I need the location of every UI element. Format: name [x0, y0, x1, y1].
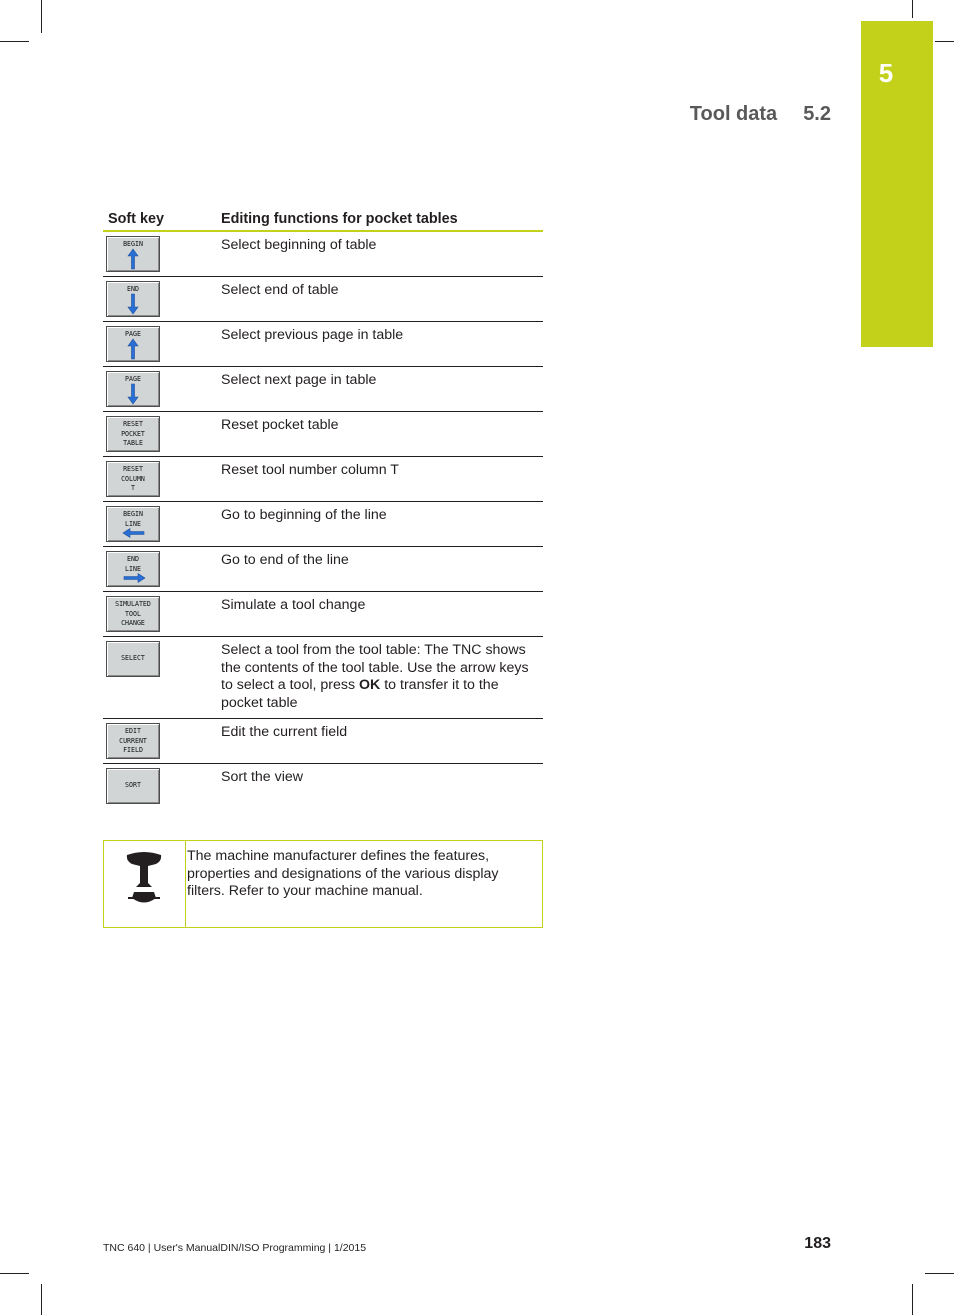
softkey-button[interactable]: [106, 461, 160, 497]
arrow-up-icon: [107, 237, 159, 271]
machine-manufacturer-icon: [124, 851, 164, 910]
softkey-button[interactable]: [106, 551, 160, 587]
function-description: [211, 592, 543, 637]
header-softkey: Soft key: [103, 207, 211, 231]
softkey-label: PAGE: [125, 375, 141, 383]
softkey-label: EDIT: [125, 727, 141, 735]
softkey-label: PAGE: [125, 330, 141, 338]
softkey-cell: [103, 637, 211, 719]
softkey-button[interactable]: [106, 723, 160, 759]
softkey-cell: [103, 231, 211, 277]
function-description: [211, 231, 543, 277]
softkey-cell: [103, 412, 211, 457]
softkey-label: END: [127, 285, 139, 293]
softkey-label: BEGIN: [123, 240, 143, 248]
description-text: Select end of table: [221, 282, 339, 298]
table-row: [103, 502, 543, 547]
description-text: to transfer it to the pocket table: [221, 677, 499, 711]
arrow-left-icon: [107, 507, 159, 541]
softkey-label: RESET: [123, 420, 143, 428]
chapter-number: 5: [878, 58, 894, 88]
table-row: [103, 547, 543, 592]
description-text: Simulate a tool change: [221, 597, 366, 613]
softkey-label: SELECT: [121, 654, 145, 662]
function-description: [211, 412, 543, 457]
crop-mark: [0, 1273, 29, 1274]
softkey-cell: [103, 322, 211, 367]
table-row: [103, 637, 543, 719]
softkey-button[interactable]: [106, 506, 160, 542]
function-description: [211, 502, 543, 547]
softkey-table-body: [103, 231, 543, 808]
softkey-button[interactable]: [106, 236, 160, 272]
description-text: Select beginning of table: [221, 237, 377, 253]
softkey-label: FIELD: [123, 746, 143, 754]
crop-mark: [935, 41, 954, 42]
function-description: [211, 322, 543, 367]
page-number: 183: [804, 1235, 831, 1252]
function-description: [211, 457, 543, 502]
note-divider: [185, 841, 186, 927]
arrow-right-icon: [107, 552, 159, 586]
softkey-button[interactable]: [106, 371, 160, 407]
table-row: [103, 322, 543, 367]
softkey-label: POCKET: [121, 429, 145, 438]
table-row: [103, 277, 543, 322]
note-text: The machine manufacturer defines the features, properties and designations of the various display filters. Refer to your machine manual.: [187, 848, 499, 899]
softkey-button[interactable]: [106, 416, 160, 452]
table-header-row: [103, 207, 543, 231]
crop-mark: [912, 1284, 913, 1315]
softkey-cell: [103, 502, 211, 547]
softkey-label: RESET: [123, 465, 143, 473]
softkey-button[interactable]: [106, 768, 160, 804]
softkey-button[interactable]: [106, 596, 160, 632]
header-title: Tool data: [689, 103, 778, 125]
description-text: Select previous page in table: [221, 327, 404, 343]
running-header: [690, 103, 831, 126]
description-text: Reset tool number column T: [221, 462, 399, 478]
softkey-label: TOOL: [125, 609, 141, 618]
softkey-button[interactable]: [106, 326, 160, 362]
softkey-cell: [103, 764, 211, 809]
description-text: Edit the current field: [221, 724, 348, 740]
softkey-label: LINE: [125, 564, 141, 573]
function-description: [211, 277, 543, 322]
arrow-down-icon: [107, 282, 159, 316]
softkey-cell: [103, 719, 211, 764]
function-description: [211, 547, 543, 592]
softkey-table: [103, 207, 543, 808]
crop-mark: [925, 1273, 954, 1274]
table-row: [103, 231, 543, 277]
footer-text: TNC 640 | User's ManualDIN/ISO Programming | 1/2015: [103, 1242, 367, 1254]
softkey-label: TABLE: [123, 439, 143, 447]
softkey-label: END: [127, 555, 139, 563]
softkey-button[interactable]: [106, 281, 160, 317]
softkey-cell: [103, 592, 211, 637]
crop-mark: [41, 0, 42, 33]
table-row: [103, 764, 543, 809]
table-row: [103, 457, 543, 502]
function-description: [211, 764, 543, 809]
table-row: [103, 367, 543, 412]
ok-key-text: OK: [359, 677, 381, 693]
crop-mark: [41, 1284, 42, 1315]
description-text: Select a tool from the tool table: The TNC shows the contents of the tool table. Use the arrow keys to select a tool, press: [221, 642, 529, 693]
crop-mark: [0, 41, 29, 42]
softkey-cell: [103, 277, 211, 322]
function-description: [211, 637, 543, 719]
description-text: Select next page in table: [221, 372, 377, 388]
softkey-button[interactable]: [106, 641, 160, 677]
description-text: Go to end of the line: [221, 552, 349, 568]
function-description: [211, 367, 543, 412]
softkey-label: SIMULATED: [115, 600, 151, 608]
softkey-label: BEGIN: [123, 510, 143, 518]
softkey-label: LINE: [125, 519, 141, 528]
softkey-label: T: [131, 484, 135, 492]
table-row: [103, 592, 543, 637]
softkey-cell: [103, 547, 211, 592]
manufacturer-note: [103, 840, 543, 928]
description-text: Go to beginning of the line: [221, 507, 387, 523]
arrow-up-icon: [107, 327, 159, 361]
softkey-label: SORT: [125, 781, 141, 789]
crop-mark: [912, 0, 913, 18]
header-function: Editing functions for pocket tables: [211, 207, 543, 231]
function-description: [211, 719, 543, 764]
arrow-down-icon: [107, 372, 159, 406]
softkey-label: COLUMN: [121, 474, 145, 483]
header-section: 5.2: [803, 103, 831, 125]
softkey-cell: [103, 367, 211, 412]
softkey-cell: [103, 457, 211, 502]
description-text: Reset pocket table: [221, 417, 339, 433]
softkey-label: CHANGE: [121, 619, 145, 627]
table-row: [103, 719, 543, 764]
table-row: [103, 412, 543, 457]
softkey-label: CURRENT: [119, 736, 147, 745]
description-text: Sort the view: [221, 769, 304, 785]
